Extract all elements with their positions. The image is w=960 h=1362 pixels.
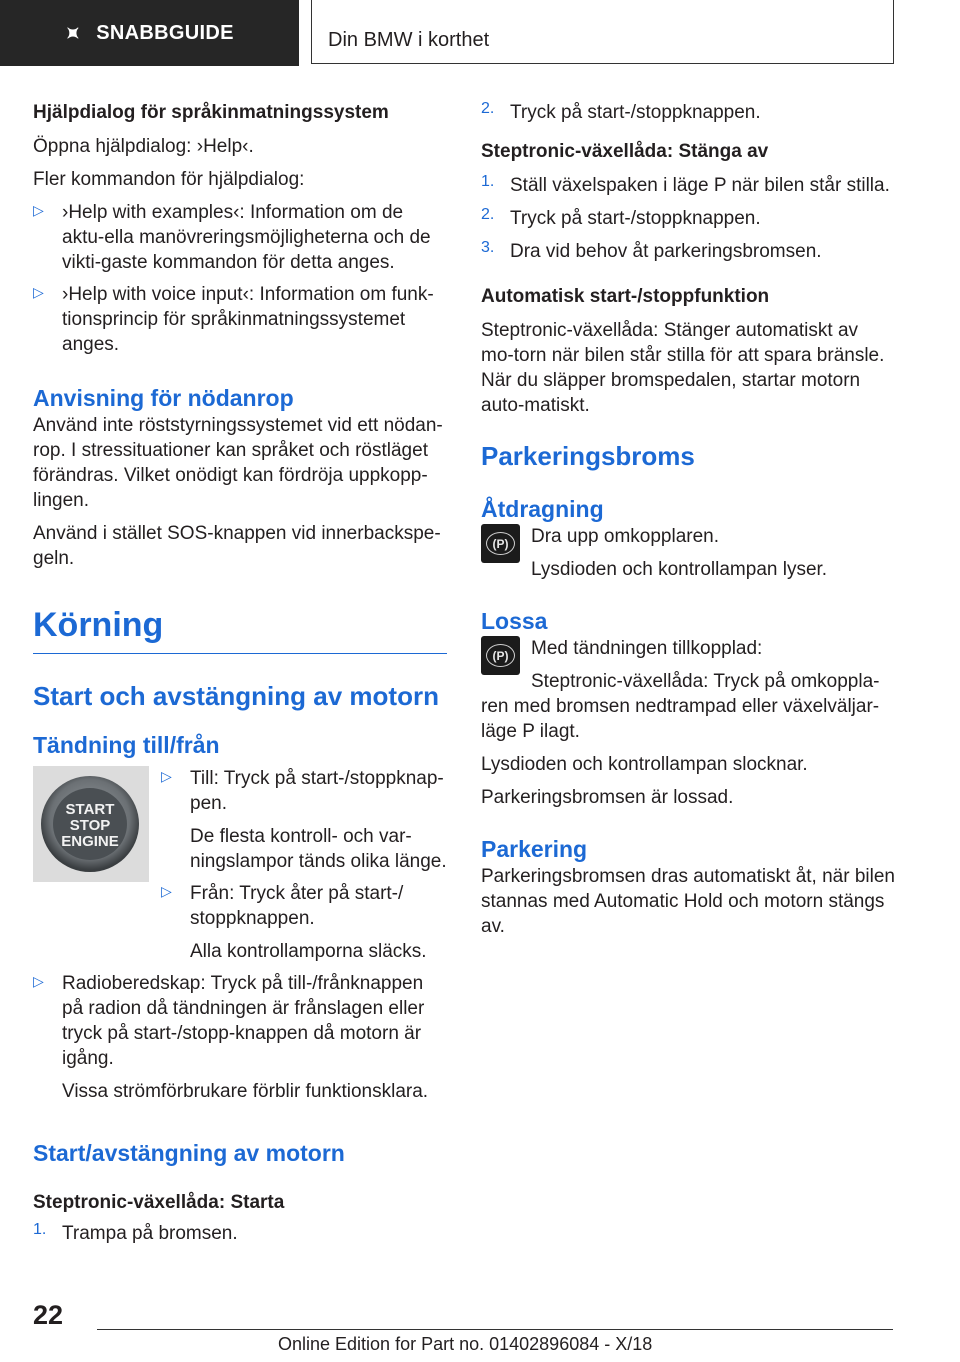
steptronic-start-heading: Steptronic-växellåda: Starta bbox=[33, 1192, 285, 1213]
section-korning: Körning bbox=[33, 605, 447, 654]
help-dialog-heading: Hjälpdialog för språkinmatningssystem bbox=[33, 102, 389, 123]
steptronic-stop-heading: Steptronic-växellåda: Stänga av bbox=[481, 141, 769, 162]
bullet-triangle-icon: ▷ bbox=[161, 768, 172, 784]
emergency-text-1: Använd inte röststyrningssystemet vid ett nödan-rop. I stressituationer kan språket och röstläget förändras. Vilket onödigt kan fördröja uppkopp-lingen. bbox=[33, 415, 443, 511]
right-column bbox=[481, 100, 895, 939]
ignition-bullet: ▷ Radioberedskap: Tryck på till-/frånknappen på radion då tändningen är frånslagen eller tryck på start-/stopp-knappen då motorn är igång. Vissa strömförbrukare förblir funktionsklara. bbox=[33, 973, 429, 1102]
bullet-triangle-icon: ▷ bbox=[161, 883, 172, 899]
ignition-block bbox=[33, 766, 447, 971]
step-item: 1. Ställ växelspaken i läge P när bilen står stilla. bbox=[481, 173, 890, 196]
auto-start-stop-heading: Automatisk start-/stoppfunktion bbox=[481, 286, 770, 307]
emergency-text-2: Använd i stället SOS-knappen vid innerbackspe-geln. bbox=[33, 523, 441, 569]
parking-text: Parkeringsbromsen dras automatiskt åt, när bilen stannas med Automatic Hold och motorn stängs av. bbox=[481, 866, 895, 937]
start-stop-button-image bbox=[33, 766, 149, 882]
step-item: 2. Tryck på start-/stoppknappen. bbox=[481, 100, 761, 123]
ignition-bullet: ▷ Från: Tryck åter på start-/ stoppknappen. Alla kontrollamporna släcks. bbox=[161, 883, 427, 962]
bullet-triangle-icon: ▷ bbox=[33, 973, 44, 989]
ignition-heading: Tändning till/från bbox=[33, 732, 220, 758]
parking-brake-heading: Parkeringsbroms bbox=[481, 441, 695, 471]
release-heading: Lossa bbox=[481, 608, 548, 634]
help-open-text: Öppna hjälpdialog: ›Help‹. bbox=[33, 136, 254, 157]
apply-block: (P) Dra upp omkopplaren. Lysdioden och kontrollampan lyser. bbox=[481, 524, 895, 582]
parking-heading: Parkering bbox=[481, 836, 588, 862]
apply-heading: Åtdragning bbox=[481, 496, 604, 522]
ignition-bullet: ▷ Till: Tryck på start-/stoppknap-pen. De flesta kontroll- och var-ningslampor tänds olika länge. bbox=[161, 768, 447, 872]
start-heading: Start och avstängning av motorn bbox=[33, 681, 439, 711]
chapter-title: Din BMW i korthet bbox=[311, 0, 894, 64]
start-stop-label: START STOP ENGINE bbox=[53, 788, 127, 860]
footer-rule bbox=[97, 1329, 893, 1330]
help-bullet: ▷ ›Help with voice input‹: Information om funk-tionsprincip för språkinmatningssystemet anges. bbox=[33, 284, 434, 355]
star-sparkle-icon: ✦ bbox=[60, 19, 88, 48]
auto-start-stop-text: Steptronic-växellåda: Stänger automatiskt av mo-torn när bilen står stilla för att spara bränsle. När du släpper bromspedalen, startar motorn auto-matiskt. bbox=[481, 320, 885, 416]
parking-brake-switch-icon: (P) bbox=[481, 636, 520, 675]
help-bullet: ▷ ›Help with examples‹: Information om de aktu-ella manövreringsmöjligheterna och de vikti-gaste kommandon för detta anges. bbox=[33, 202, 431, 273]
emergency-heading: Anvisning för nödanrop bbox=[33, 385, 294, 411]
parking-brake-switch-icon: (P) bbox=[481, 524, 520, 563]
release-block: (P) Med tändningen tillkopplad: Steptronic-växellåda: Tryck på omkoppla-ren med bromsen nedtrampad eller växelväljar-läge P ilagt. Lysdioden och kontrollampan slocknar. Parkeringsbromsen är lossad. bbox=[481, 638, 880, 808]
bullet-triangle-icon: ▷ bbox=[33, 284, 44, 300]
quickguide-tab-label: SNABBGUIDE bbox=[96, 21, 234, 44]
left-column bbox=[33, 100, 447, 1254]
step-item: 1. Trampa på bromsen. bbox=[33, 1221, 238, 1244]
page-number: 22 bbox=[33, 1300, 64, 1330]
bullet-triangle-icon: ▷ bbox=[33, 202, 44, 218]
help-more-text: Fler kommandon för hjälpdialog: bbox=[33, 169, 305, 190]
quickguide-tab[interactable] bbox=[0, 0, 299, 66]
startstop-heading: Start/avstängning av motorn bbox=[33, 1140, 345, 1166]
step-item: 2. Tryck på start-/stoppknappen. bbox=[481, 206, 761, 229]
edition-note: Online Edition for Part no. 01402896084 - X/18 bbox=[278, 1334, 653, 1354]
step-item: 3. Dra vid behov åt parkeringsbromsen. bbox=[481, 239, 822, 262]
